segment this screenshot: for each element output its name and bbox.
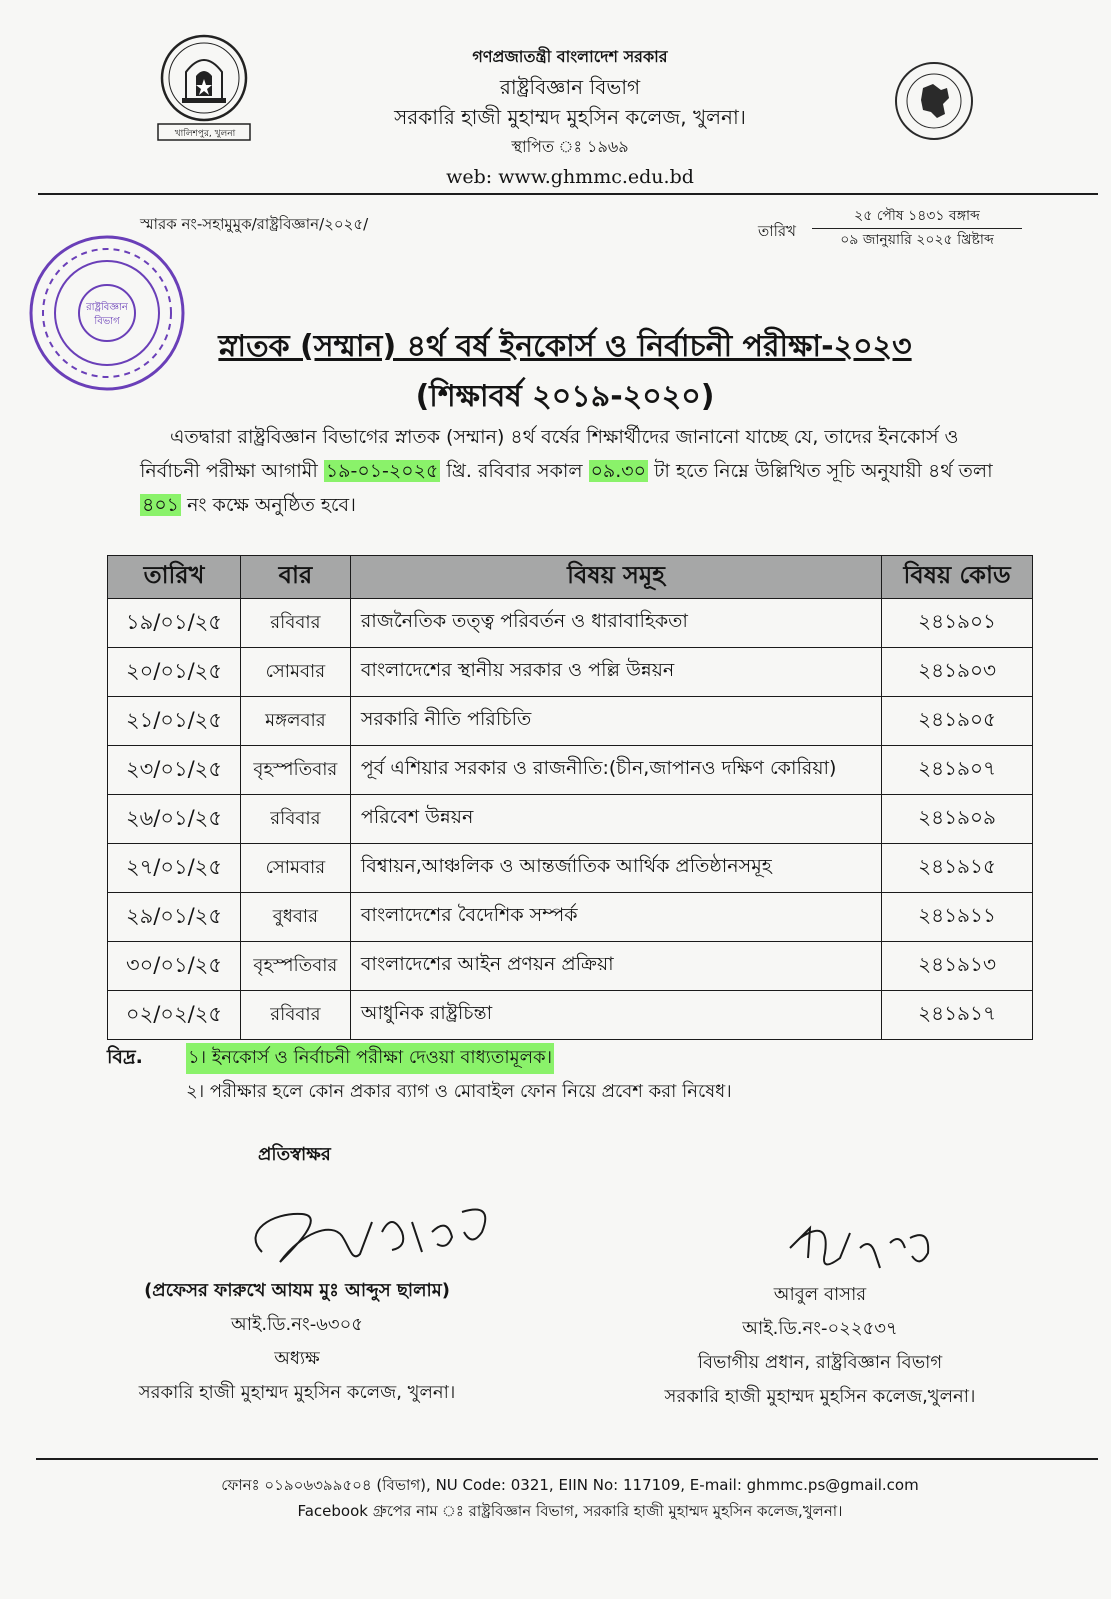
col-header-day: বার: [240, 556, 350, 599]
exam-date: ২৭/০১/২৫: [108, 844, 241, 893]
exam-day: সোমবার: [240, 844, 350, 893]
exam-day: রবিবার: [240, 991, 350, 1040]
date-gregorian: ০৯ জানুয়ারি ২০২৫ খ্রিষ্টাব্দ: [840, 232, 994, 248]
government-seal-icon: [893, 60, 975, 142]
exam-subject: সরকারি নীতি পরিচিতি: [350, 697, 881, 746]
svg-text:বিভাগ: বিভাগ: [94, 316, 120, 327]
exam-day: রবিবার: [240, 795, 350, 844]
exam-date: ০২/০২/২৫: [108, 991, 241, 1040]
footer-divider: [36, 1458, 1098, 1460]
academic-session: (শিক্ষাবর্ষ ২০১৯-২০২০): [415, 379, 715, 414]
table-row: [108, 746, 1033, 795]
head-role: বিভাগীয় প্রধান, রাষ্ট্রবিজ্ঞান বিভাগ: [697, 1352, 943, 1373]
note-prohibition: ২। পরীক্ষার হলে কোন প্রকার ব্যাগ ও মোবাইল ফোন নিয়ে প্রবেশ করা নিষেধ।: [186, 1081, 732, 1102]
exam-subject: আধুনিক রাষ্ট্রচিন্তা: [350, 991, 881, 1040]
principal-name: (প্রফেসর ফারুখে আযম মুঃ আব্দুস ছালাম): [144, 1280, 450, 1301]
subject-code: ২৪১৯০৭: [882, 746, 1033, 795]
subject-code: ২৪১৯১৫: [882, 844, 1033, 893]
government-name: গণপ্রজাতন্ত্রী বাংলাদেশ সরকার: [472, 47, 668, 66]
exam-date: ২৬/০১/২৫: [108, 795, 241, 844]
date-bengali: ২৫ পৌষ ১৪৩১ বঙ্গাব্দ: [812, 205, 1022, 229]
note-mandatory: ১। ইনকোর্স ও নির্বাচনী পরীক্ষা দেওয়া বাধ্যতামূলক।: [186, 1043, 554, 1074]
date-label: তারিখ: [758, 222, 796, 240]
principal-org: সরকারি হাজী মুহাম্মদ মুহসিন কলেজ, খুলনা।: [138, 1382, 456, 1403]
subject-code: ২৪১৯১১: [882, 893, 1033, 942]
room-number-highlight: ৪০১: [142, 494, 180, 516]
college-name: সরকারি হাজী মুহাম্মদ মুহসিন কলেজ, খুলনা।: [394, 105, 746, 129]
table-row: [108, 991, 1033, 1040]
principal-signatory: [112, 1274, 482, 1410]
notice-line-3: ৪০১ নং কক্ষে অনুষ্ঠিত হবে।: [142, 494, 356, 516]
exam-date: ২০/০১/২৫: [108, 648, 241, 697]
head-id: আই.ডি.নং-০২২৫৩৭: [742, 1318, 898, 1339]
head-signature-icon: [780, 1218, 940, 1284]
established-year: স্থাপিত ঃ ১৯৬৯: [511, 137, 629, 156]
department-seal-stamp: [26, 232, 188, 394]
exam-time-highlight: ০৯.৩০: [590, 460, 647, 482]
svg-text:রাষ্ট্রবিজ্ঞান: রাষ্ট্রবিজ্ঞান: [86, 302, 128, 313]
notice-line-1: এতদ্বারা রাষ্ট্রবিজ্ঞান বিভাগের স্নাতক (সম্মান) ৪র্থ বর্ষের শিক্ষার্থীদের জানানো যাচ্ছে যে, তাদের ইনকোর্স ও: [170, 426, 959, 448]
date-block: [812, 205, 1022, 251]
exam-subject: পরিবেশ উন্নয়ন: [350, 795, 881, 844]
exam-subject: বিশ্বায়ন,আঞ্চলিক ও আন্তর্জাতিক আর্থিক প্রতিষ্ঠানসমূহ: [350, 844, 881, 893]
subject-code: ২৪১৯০৩: [882, 648, 1033, 697]
exam-subject: বাংলাদেশের বৈদেশিক সম্পর্ক: [350, 893, 881, 942]
department-name: রাষ্ট্রবিজ্ঞান বিভাগ: [499, 75, 641, 99]
exam-subject: রাজনৈতিক তত্ত্ব পরিবর্তন ও ধারাবাহিকতা: [350, 599, 881, 648]
table-row: [108, 599, 1033, 648]
note-label: বিদ্র.: [107, 1046, 143, 1068]
header-divider: [38, 193, 1098, 195]
table-row: [108, 795, 1033, 844]
col-header-code: বিষয় কোড: [882, 556, 1033, 599]
exam-subject: বাংলাদেশের স্থানীয় সরকার ও পল্লি উন্নয়ন: [350, 648, 881, 697]
subject-code: ২৪১৯১৭: [882, 991, 1033, 1040]
exam-date: ১৯/০১/২৫: [108, 599, 241, 648]
notice-title: স্নাতক (সম্মান) ৪র্থ বর্ষ ইনকোর্স ও নির্বাচনী পরীক্ষা-২০২৩: [218, 329, 912, 364]
letterhead: [300, 42, 840, 192]
subject-code: ২৪১৯০১: [882, 599, 1033, 648]
subject-code: ২৪১৯১৩: [882, 942, 1033, 991]
col-header-subjects: বিষয় সমূহ: [350, 556, 881, 599]
subject-code: ২৪১৯০৯: [882, 795, 1033, 844]
head-name: আবুল বাসার: [773, 1284, 867, 1305]
table-row: [108, 893, 1033, 942]
logo-caption: খালিশপুর, খুলনা: [174, 129, 236, 139]
table-row: [108, 648, 1033, 697]
footer-contact: ফোনঃ ০১৯০৬৩৯৯৫০৪ (বিভাগ), NU Code: 0321, EIIN No: 117109, E-mail: ghmmc.ps@gmail.com: [221, 1476, 919, 1494]
principal-role: অধ্যক্ষ: [274, 1348, 320, 1369]
exam-subject: পূর্ব এশিয়ার সরকার ও রাজনীতি:(চীন,জাপানও দক্ষিণ কোরিয়া): [350, 746, 881, 795]
exam-date-highlight: ১৯-০১-২০২৫: [325, 460, 439, 482]
exam-day: বৃহস্পতিবার: [240, 942, 350, 991]
website: web: www.ghmmc.edu.bd: [446, 166, 694, 188]
exam-day: বুধবার: [240, 893, 350, 942]
table-row: [108, 697, 1033, 746]
footer-facebook: Facebook গ্রুপের নাম ঃ রাষ্ট্রবিজ্ঞান বিভাগ, সরকারি হাজী মুহাম্মদ মুহসিন কলেজ,খুলনা।: [297, 1502, 843, 1520]
head-signatory: [628, 1278, 1012, 1414]
exam-subject: বাংলাদেশের আইন প্রণয়ন প্রক্রিয়া: [350, 942, 881, 991]
principal-id: আই.ডি.নং-৬৩০৫: [231, 1314, 363, 1335]
footer: [130, 1472, 1010, 1524]
exam-day: রবিবার: [240, 599, 350, 648]
notice-line-2: নির্বাচনী পরীক্ষা আগামী ১৯-০১-২০২৫ খ্রি. রবিবার সকাল ০৯.৩০ টা হতে নিম্নে উল্লিখিত সূচি অনুযায়ী ৪র্থ তলা: [140, 460, 993, 482]
memo-reference: স্মারক নং-সহামুমুক/রাষ্ট্রবিজ্ঞান/২০২৫/: [140, 215, 369, 233]
head-org: সরকারি হাজী মুহাম্মদ মুহসিন কলেজ,খুলনা।: [664, 1386, 976, 1407]
exam-schedule-table: [107, 555, 1033, 1040]
countersign-label: প্রতিস্বাক্ষর: [258, 1144, 331, 1165]
exam-date: ২১/০১/২৫: [108, 697, 241, 746]
exam-day: সোমবার: [240, 648, 350, 697]
table-row: [108, 942, 1033, 991]
exam-day: বৃহস্পতিবার: [240, 746, 350, 795]
exam-day: মঙ্গলবার: [240, 697, 350, 746]
subject-code: ২৪১৯০৫: [882, 697, 1033, 746]
table-header-row: [108, 556, 1033, 599]
exam-date: ৩০/০১/২৫: [108, 942, 241, 991]
col-header-date: তারিখ: [108, 556, 241, 599]
exam-date: ২৩/০১/২৫: [108, 746, 241, 795]
notice-body: [140, 420, 1020, 522]
exam-date: ২৯/০১/২৫: [108, 893, 241, 942]
table-row: [108, 844, 1033, 893]
